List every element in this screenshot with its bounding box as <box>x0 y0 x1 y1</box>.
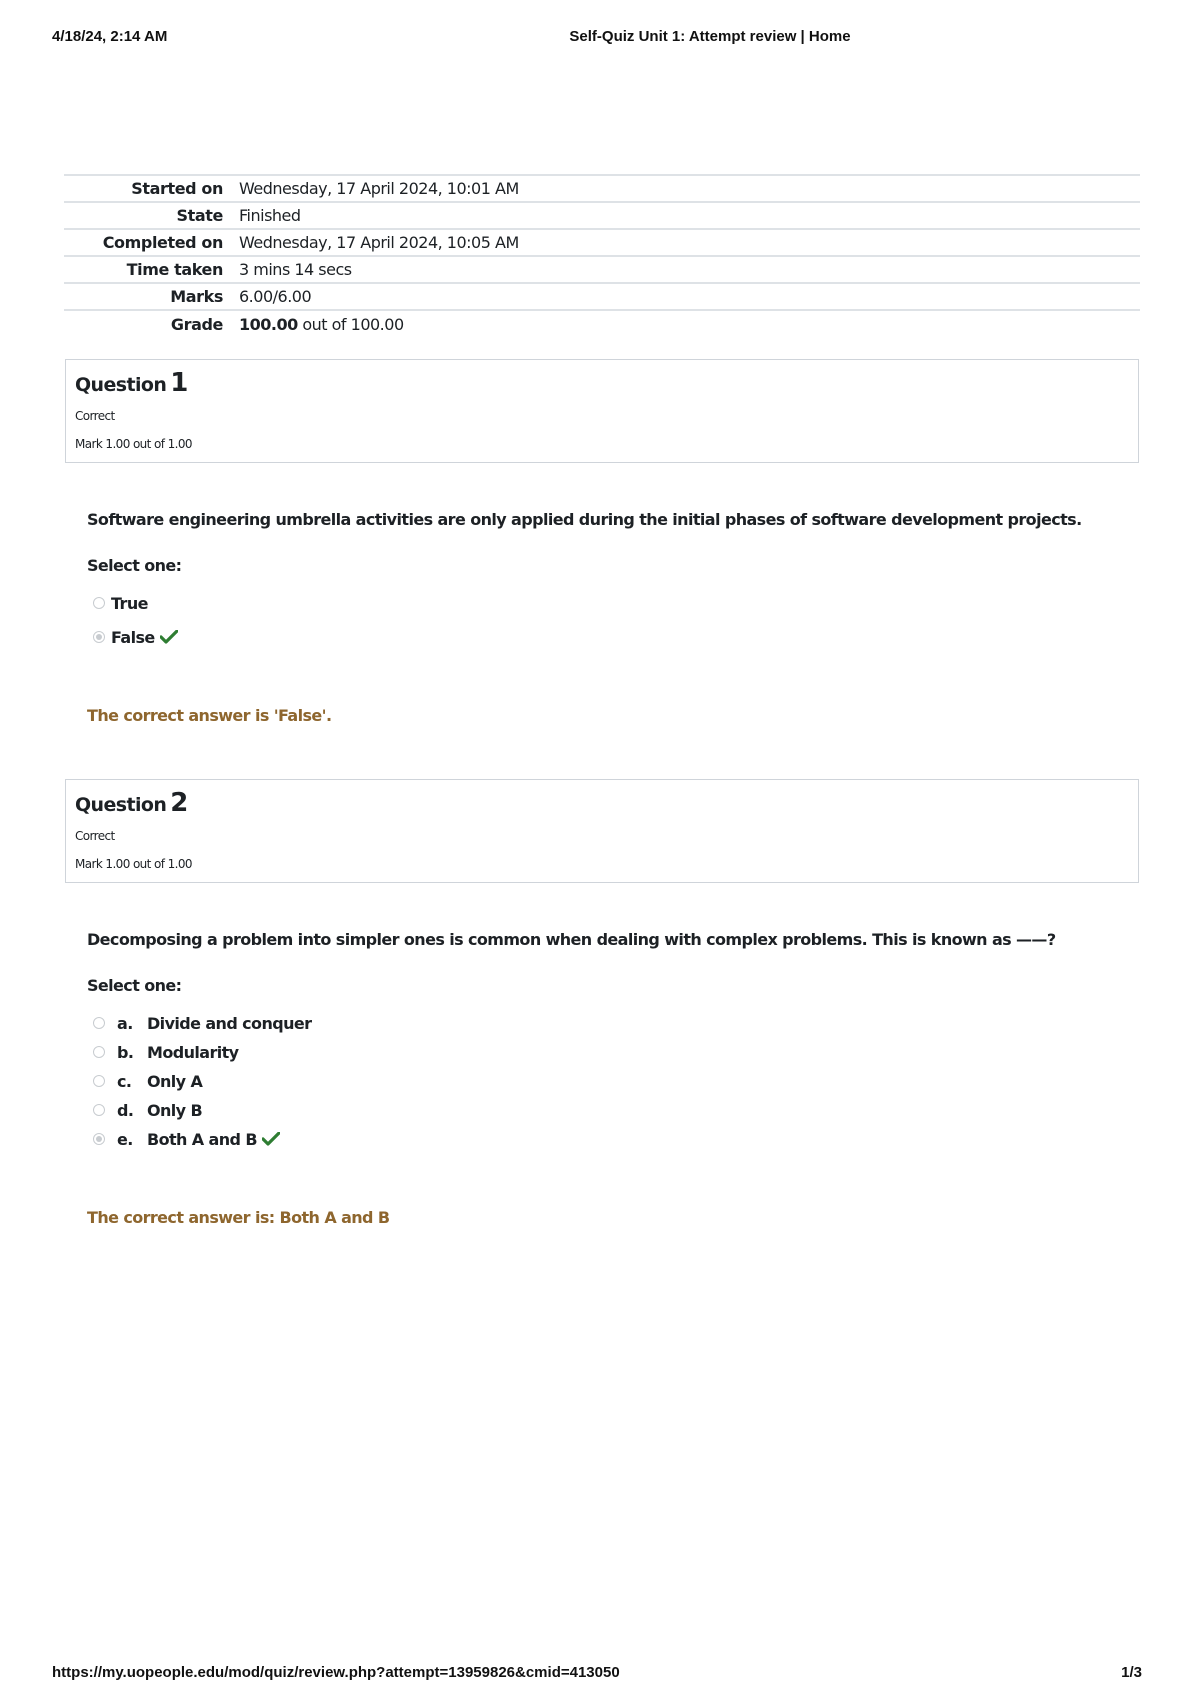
summary-label: Completed on <box>102 233 223 252</box>
radio-button[interactable] <box>93 1075 105 1087</box>
question-1-prompt: Select one: <box>87 556 182 575</box>
summary-row-time-taken <box>64 256 1140 283</box>
option-label: False <box>111 627 155 647</box>
option-letter: d. <box>117 1100 134 1120</box>
question-2-feedback: The correct answer is: Both A and B <box>87 1208 390 1227</box>
summary-label: Grade <box>170 314 223 334</box>
question-2-prompt: Select one: <box>87 976 182 995</box>
print-date: 4/18/24, 2:14 AM <box>52 28 168 45</box>
question-1-feedback: The correct answer is 'False'. <box>87 706 332 725</box>
question-2-text: Decomposing a problem into simpler ones is common when dealing with complex problems. This is known as ——? <box>87 930 1056 949</box>
option-label: Both A and B <box>147 1129 257 1149</box>
summary-value: Wednesday, 17 April 2024, 10:05 AM <box>239 233 519 252</box>
radio-button[interactable] <box>93 597 105 609</box>
radio-button[interactable] <box>93 1017 105 1029</box>
question-number <box>75 368 188 398</box>
summary-value <box>237 310 1140 337</box>
radio-button-selected[interactable] <box>93 631 105 643</box>
summary-row-state <box>64 202 1140 229</box>
option-letter: c. <box>117 1071 132 1091</box>
question-2-info <box>65 779 1139 883</box>
summary-row-started <box>64 175 1140 202</box>
q2-option-e[interactable] <box>93 1128 280 1150</box>
q2-option-d[interactable] <box>93 1099 202 1121</box>
option-label: Divide and conquer <box>147 1013 312 1033</box>
correct-check-icon <box>262 1132 280 1146</box>
print-page-title: Self-Quiz Unit 1: Attempt review | Home <box>569 28 851 45</box>
option-letter: b. <box>117 1042 134 1062</box>
q2-option-b[interactable] <box>93 1041 239 1063</box>
grade-total: out of 100.00 <box>297 314 404 334</box>
question-state: Correct <box>75 409 115 423</box>
option-letter: e. <box>117 1129 133 1149</box>
summary-row-completed <box>64 229 1140 256</box>
q1-option-false[interactable] <box>93 626 178 648</box>
question-number-value: 2 <box>170 788 188 818</box>
option-label: True <box>111 593 148 613</box>
question-grade: Mark 1.00 out of 1.00 <box>75 437 192 451</box>
summary-value: Wednesday, 17 April 2024, 10:01 AM <box>239 179 519 198</box>
question-heading: Question <box>75 374 167 396</box>
radio-button-selected[interactable] <box>93 1133 105 1145</box>
radio-button[interactable] <box>93 1046 105 1058</box>
question-1-info <box>65 359 1139 463</box>
correct-check-icon <box>160 630 178 644</box>
summary-label: Started on <box>131 179 223 198</box>
summary-value: 3 mins 14 secs <box>239 260 352 279</box>
radio-button[interactable] <box>93 1104 105 1116</box>
question-number <box>75 788 188 818</box>
option-letter: a. <box>117 1013 133 1033</box>
question-grade: Mark 1.00 out of 1.00 <box>75 857 192 871</box>
summary-row-marks <box>64 283 1140 310</box>
print-url: https://my.uopeople.edu/mod/quiz/review.php?attempt=13959826&cmid=413050 <box>52 1664 620 1681</box>
question-number-value: 1 <box>170 368 188 398</box>
option-label: Modularity <box>147 1042 239 1062</box>
summary-label: State <box>176 206 223 225</box>
summary-value: Finished <box>239 206 301 225</box>
summary-label: Time taken <box>126 260 223 279</box>
grade-score: 100.00 <box>239 314 298 334</box>
option-label: Only A <box>147 1071 203 1091</box>
summary-label: Marks <box>170 287 223 306</box>
option-label: Only B <box>147 1100 203 1120</box>
question-state: Correct <box>75 829 115 843</box>
question-1-text: Software engineering umbrella activities are only applied during the initial phases of software development projects. <box>87 510 1082 529</box>
question-heading: Question <box>75 794 167 816</box>
summary-row-grade <box>64 310 1140 337</box>
q2-option-a[interactable] <box>93 1012 311 1034</box>
attempt-summary-table <box>64 174 1140 337</box>
q2-option-c[interactable] <box>93 1070 202 1092</box>
q1-option-true[interactable] <box>93 592 148 614</box>
summary-value: 6.00/6.00 <box>239 287 312 306</box>
print-page-number: 1/3 <box>1121 1664 1142 1681</box>
